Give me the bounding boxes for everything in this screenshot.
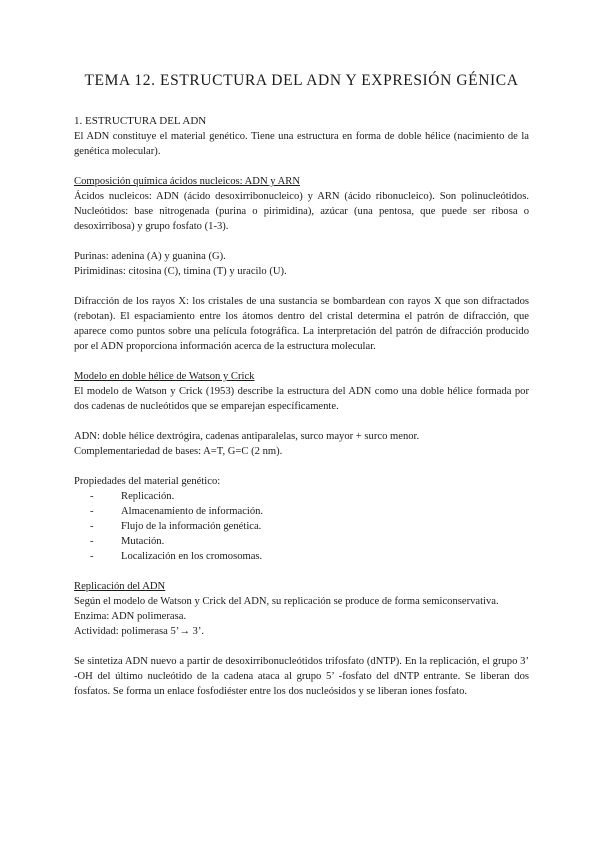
list-item-text: Almacenamiento de información. [121, 506, 264, 517]
document-page [74, 72, 529, 699]
pirimidinas-line: Pirimidinas: citosina (C), timina (T) y uracilo (U). [74, 266, 287, 277]
subheading-modelo: Modelo en doble hélice de Watson y Crick [74, 371, 255, 382]
list-item-text: Mutación. [121, 536, 165, 547]
dash-bullet: - [90, 506, 94, 517]
dash-bullet: - [90, 521, 94, 532]
spacer [74, 159, 529, 174]
subheading-composicion: Composición química ácidos nucleicos: ADN y ARN [74, 176, 300, 187]
replicacion-paragraph: Según el modelo de Watson y Crick del ADN, su replicación se produce de forma semiconservativa. [74, 596, 499, 607]
spacer [74, 564, 529, 579]
spacer [74, 234, 529, 249]
intro-paragraph: El ADN constituye el material genético. Tiene una estructura en forma de doble hélice (nacimiento de la genética molecular). [74, 131, 529, 157]
propiedades-intro: Propiedades del material genético: [74, 476, 221, 487]
list-item [90, 519, 529, 534]
complementariedad-line: Complementariedad de bases: A=T, G=C (2 nm). [74, 446, 283, 457]
enzima-line: Enzima: ADN polimerasa. [74, 611, 187, 622]
spacer [74, 414, 529, 429]
propiedades-list [74, 489, 529, 564]
acidos-nucleicos-paragraph: Ácidos nucleicos: ADN (ácido desoxirribonucleico) y ARN (ácido ribonucleico). Son polinucleótidos. Nucleótidos: base nitrogenada (purina o pirimidina), azúcar (una pentosa, que puede ser ribosa o desoxirribosa) y grupo fosfato (1-3). [74, 191, 529, 232]
subheading-replicacion: Replicación del ADN [74, 581, 166, 592]
list-item-text: Flujo de la información genética. [121, 521, 262, 532]
actividad-line: Actividad: polimerasa 5’→ 3’. [74, 626, 205, 637]
section-heading-estructura: 1. ESTRUCTURA DEL ADN [74, 115, 207, 127]
list-item [90, 489, 529, 504]
list-item-text: Replicación. [121, 491, 175, 502]
dash-bullet: - [90, 536, 94, 547]
spacer [74, 459, 529, 474]
spacer [74, 639, 529, 654]
modelo-paragraph: El modelo de Watson y Crick (1953) describe la estructura del ADN como una doble hélice formada por dos cadenas de nucleótidos que se emparejan específicamente. [74, 386, 529, 412]
dash-bullet: - [90, 551, 94, 562]
list-item [90, 549, 529, 564]
list-item-text: Localización en los cromosomas. [121, 551, 263, 562]
purinas-line: Purinas: adenina (A) y guanina (G). [74, 251, 226, 262]
spacer [74, 354, 529, 369]
adn-line: ADN: doble hélice dextrógira, cadenas antiparalelas, surco mayor + surco menor. [74, 431, 420, 442]
document-title: TEMA 12. ESTRUCTURA DEL ADN Y EXPRESIÓN GÉNICA [84, 72, 519, 89]
list-item [90, 504, 529, 519]
list-item [90, 534, 529, 549]
difraccion-paragraph: Difracción de los rayos X: los cristales de una sustancia se bombardean con rayos X que son difractados (rebotan). El espaciamiento entre los átomos dentro del cristal determina el patrón de difracción, que aparece como puntos sobre una película fotográfica. La interpretación del patrón de difracción producido por el ADN proporciona información acerca de la estructura molecular. [74, 296, 529, 352]
dash-bullet: - [90, 491, 94, 502]
spacer [74, 279, 529, 294]
sintesis-paragraph: Se sintetiza ADN nuevo a partir de desoxirribonucleótidos trifosfato (dNTP). En la replicación, el grupo 3’ -OH del último nucleótido de la cadena ataca al grupo 5’ -fosfato del dNTP entrante. Se liberan dos fosfatos. Se forma un enlace fosfodiéster entre los dos nucleósidos y se liberan iones fosfato. [74, 656, 529, 697]
